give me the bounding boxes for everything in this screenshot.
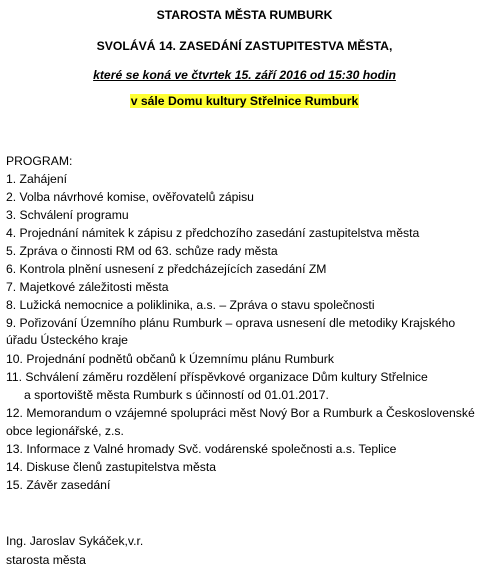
header-title: STAROSTA MĚSTA RUMBURK [156,8,333,22]
program-item: 13. Informace z Valné hromady Svč. vodárenské společnosti a.s. Teplice [6,442,397,456]
program-item: 9. Pořizování Územního plánu Rumburk – oprava usnesení dle metodiky Krajského [6,316,456,330]
program-item: 1. Zahájení [6,172,67,186]
program-item: 14. Diskuse členů zastupitelstva města [6,460,216,474]
signatory-name: Ing. Jaroslav Sykáček,v.r. [6,534,144,548]
program-heading: PROGRAM: [6,154,73,168]
meeting-venue: v sále Domu kultury Střelnice Rumburk [130,94,359,108]
meeting-date: které se koná ve čtvrtek 15. září 2016 od 15:30 hodin [93,68,396,82]
program-item-continuation: úřadu Ústeckého kraje [6,333,128,347]
program-item: 15. Závěr zasedání [6,478,111,492]
program-item-continuation: obce legionářské, z.s. [6,424,124,438]
program-item: 5. Zpráva o činnosti RM od 63. schůze rady města [6,244,278,258]
program-item: 12. Memorandum o vzájemné spolupráci měst Nový Bor a Rumburk a Československé [6,406,475,420]
program-item: 6. Kontrola plnění usnesení z předcházejících zasedání ZM [6,262,327,276]
signatory-role: starosta města [6,553,86,567]
program-item: 10. Projednání podnětů občanů k Územnímu plánu Rumburk [6,352,334,366]
program-item: 11. Schválení záměru rozdělení příspěvkové organizace Dům kultury Střelnice [6,370,428,384]
program-item-continuation: a sportoviště města Rumburk s účinností od 01.01.2017. [24,388,329,402]
program-item: 8. Lužická nemocnice a poliklinika, a.s. – Zpráva o stavu společnosti [6,298,375,312]
header-subtitle: SVOLÁVÁ 14. ZASEDÁNÍ ZASTUPITESTVA MĚSTA, [96,39,393,53]
meeting-venue-wrapper [0,94,489,108]
program-item: 2. Volba návrhové komise, ověřovatelů zápisu [6,190,254,204]
program-item: 7. Majetkové záležitosti města [6,280,169,294]
program-item: 4. Projednání námitek k zápisu z předchozího zasedání zastupitelstva města [6,226,420,240]
program-item: 3. Schválení programu [6,208,129,222]
